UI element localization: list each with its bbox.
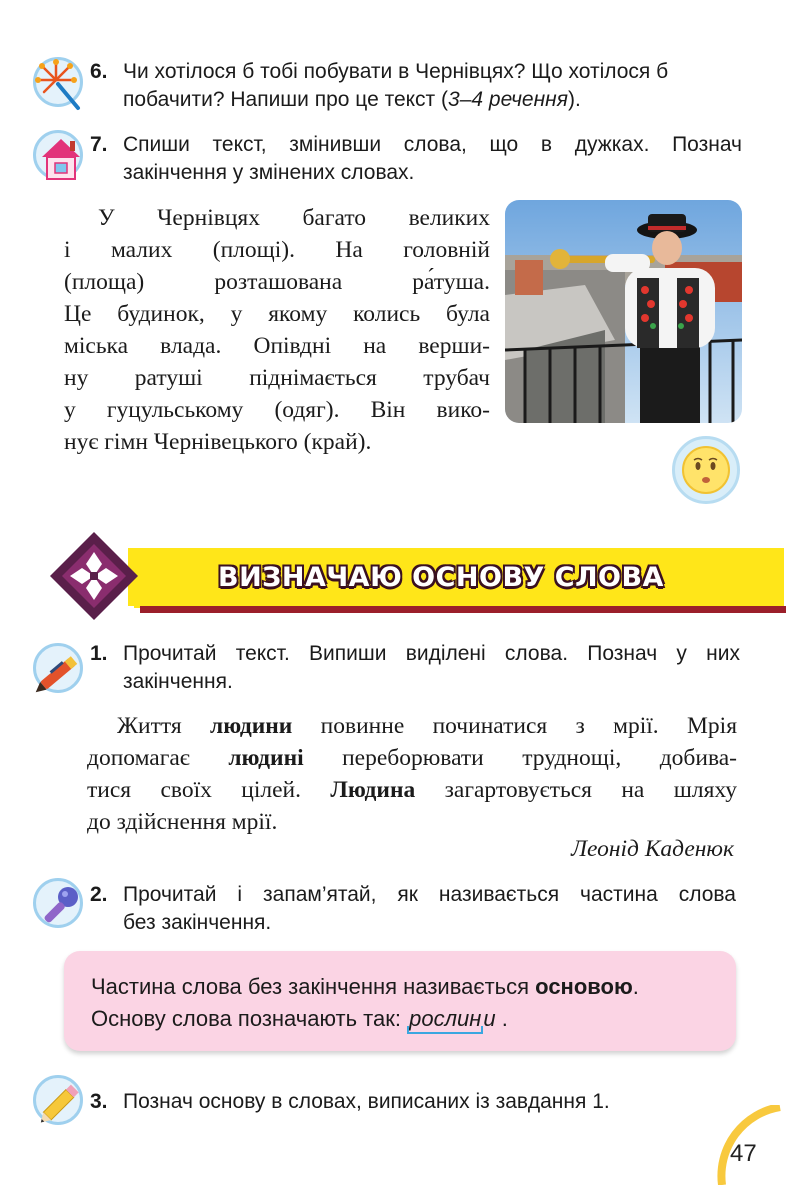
highlighted-word: Людина [330, 777, 416, 803]
task-text-line: Прочитай і запам’ятай, як називається частина слова [123, 883, 736, 906]
page-number: 47 [730, 1140, 757, 1167]
text-line: і малих (площі). На головній [64, 237, 490, 263]
task-text-line: Познач основу в словах, виписаних із завдання 1. [123, 1090, 610, 1113]
quote-line: тися своїх цілей. Людина загартовується на шляху [87, 777, 737, 803]
microphone-icon [30, 875, 92, 937]
task7-icon-circle [33, 130, 83, 180]
section-banner [48, 530, 748, 620]
task3-icon-circle [33, 1075, 83, 1125]
task-number: 3. [90, 1090, 108, 1113]
task-number: 7. [90, 133, 108, 156]
rule-box [64, 951, 736, 1051]
task-text-line: побачити? Напиши про це текст (3–4 речення). [123, 88, 581, 111]
task-2 [90, 881, 736, 937]
task-text-line: Чи хотілося б тобі побувати в Чернівцях? Що хотілося б [123, 60, 669, 83]
pen-icon [30, 640, 92, 702]
task-text-line: Прочитай текст. Випиши виділені слова. Познач у них [123, 642, 740, 665]
highlighted-word: людини [210, 713, 293, 739]
trumpeter-photo [505, 200, 742, 423]
rule-line: Частина слова без закінчення називається основою. [91, 974, 639, 999]
text-line: (площа) розташована ра́туша. [64, 269, 490, 295]
quote-line: до здійснення мрії. [87, 809, 278, 835]
pencil-icon [30, 1072, 92, 1134]
text-line: Це будинок, у якому колись була [64, 301, 490, 327]
task-text-line: без закінчення. [123, 911, 272, 934]
section-title: ВИЗНАЧАЮ ОСНОВУ СЛОВА [218, 562, 664, 593]
smiley-face-icon [675, 439, 737, 501]
task6-icon-circle [33, 57, 83, 107]
task1-icon-circle [33, 643, 83, 693]
thinking-smiley [672, 436, 740, 504]
task-text-line: Спиши текст, змінивши слова, що в дужках. Познач [123, 133, 742, 156]
task-text-line: закінчення у змінених словах. [123, 161, 415, 184]
kadenyuk-quote [87, 710, 737, 838]
ending-example: и [483, 1006, 496, 1031]
task-1 [90, 640, 740, 696]
chernivtsi-text [64, 202, 490, 458]
task-text-line: закінчення. [123, 670, 233, 693]
task-number: 6. [90, 60, 108, 83]
quote-author: Леонід Каденюк [571, 836, 734, 862]
task-7 [90, 131, 742, 187]
rule-line: Основу слова позначають так: рослини . [91, 1006, 508, 1031]
quote-line: допомагає людині переборювати труднощі, добива- [87, 745, 737, 771]
text-line: у гуцульському (одяг). Він вико- [64, 397, 490, 423]
task2-icon-circle [33, 878, 83, 928]
task-number: 1. [90, 642, 108, 665]
stem-example: рослин [409, 1006, 482, 1031]
banner-shadow [140, 606, 786, 613]
quote-line: Життя людини повинне починатися з мрії. Мрія [117, 713, 738, 739]
text-line: ну ратуші піднімається трубач [64, 365, 490, 391]
house-icon [30, 127, 92, 189]
text-line: нує гімн Чернівецького (край). [64, 429, 372, 455]
task-3 [90, 1088, 730, 1116]
highlighted-word: людині [228, 745, 304, 771]
task-6 [90, 58, 750, 114]
text-line: У Чернівцях багато великих [98, 205, 490, 231]
rule-term: основою [535, 974, 633, 999]
text-line: міська влада. Опівдні на верши- [64, 333, 490, 359]
task-number: 2. [90, 883, 108, 906]
fireworks-icon [30, 54, 92, 116]
ornament-icon [48, 530, 140, 622]
